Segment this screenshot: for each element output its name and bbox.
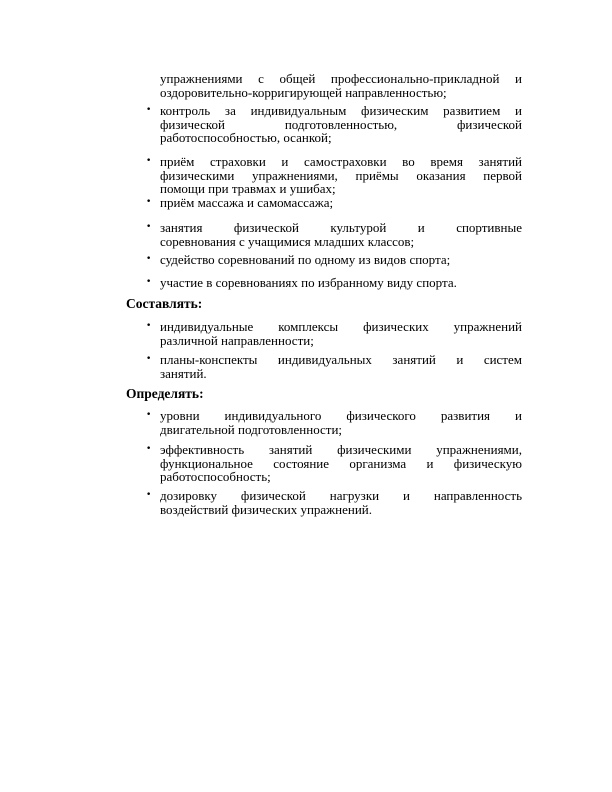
text-line: двигательной подготовленности; bbox=[160, 421, 343, 437]
text-line: занятий. bbox=[160, 365, 207, 381]
bullet-icon: • bbox=[146, 105, 152, 115]
text-line: помощи при травмах и ушибах; bbox=[160, 181, 336, 196]
bullet-icon: • bbox=[146, 444, 152, 454]
text-line: приём массажа и самомассажа; bbox=[160, 195, 334, 210]
text-line: физической подготовленностью, физической bbox=[160, 116, 522, 132]
bullet-icon: • bbox=[146, 222, 152, 232]
text-line: оздоровительно-корригирующей направленностью; bbox=[160, 84, 447, 100]
text-line: планы-конспекты индивидуальных занятий и систем bbox=[160, 352, 522, 367]
text-line: приём страховки и самостраховки во время занятий bbox=[160, 154, 522, 169]
text-line: индивидуальные комплексы физических упражнений bbox=[160, 319, 522, 334]
bullet-icon: • bbox=[146, 490, 152, 500]
bullet-icon: • bbox=[146, 277, 152, 287]
bullet-icon: • bbox=[146, 354, 152, 364]
bullet-icon: • bbox=[146, 321, 152, 331]
text-line: воздействий физических упражнений. bbox=[160, 501, 372, 517]
section-heading-determine: Определять: bbox=[126, 386, 204, 401]
text-line: эффективность занятий физическими упражнениями, bbox=[160, 442, 522, 457]
bullet-icon: • bbox=[146, 197, 152, 207]
text-line: соревнования с учащимися младших классов; bbox=[160, 233, 415, 249]
continuation-paragraph bbox=[160, 72, 522, 99]
bullet-icon: • bbox=[146, 410, 152, 420]
text-line: упражнениями с общей профессионально-прикладной и bbox=[160, 71, 522, 86]
section-heading-compose: Составлять: bbox=[126, 296, 203, 311]
text-line: физическими упражнениями, приёмы оказания первой bbox=[160, 167, 522, 183]
text-line: различной направленности; bbox=[160, 332, 314, 348]
bullet-icon: • bbox=[146, 254, 152, 264]
text-line: работоспособностью, осанкой; bbox=[160, 130, 332, 145]
text-line: работоспособность; bbox=[160, 469, 271, 484]
text-line: занятия физической культурой и спортивные bbox=[160, 220, 522, 235]
text-line: уровни индивидуального физического развития и bbox=[160, 408, 522, 423]
text-line: судейство соревнований по одному из видов спорта; bbox=[160, 252, 451, 267]
text-line: участие в соревнованиях по избранному виду спорта. bbox=[160, 275, 457, 290]
text-line: контроль за индивидуальным физическим развитием и bbox=[160, 103, 522, 118]
bullet-icon: • bbox=[146, 156, 152, 166]
text-line: функциональное состояние организма и физическую bbox=[160, 455, 522, 471]
text-line: дозировку физической нагрузки и направленность bbox=[160, 488, 522, 503]
